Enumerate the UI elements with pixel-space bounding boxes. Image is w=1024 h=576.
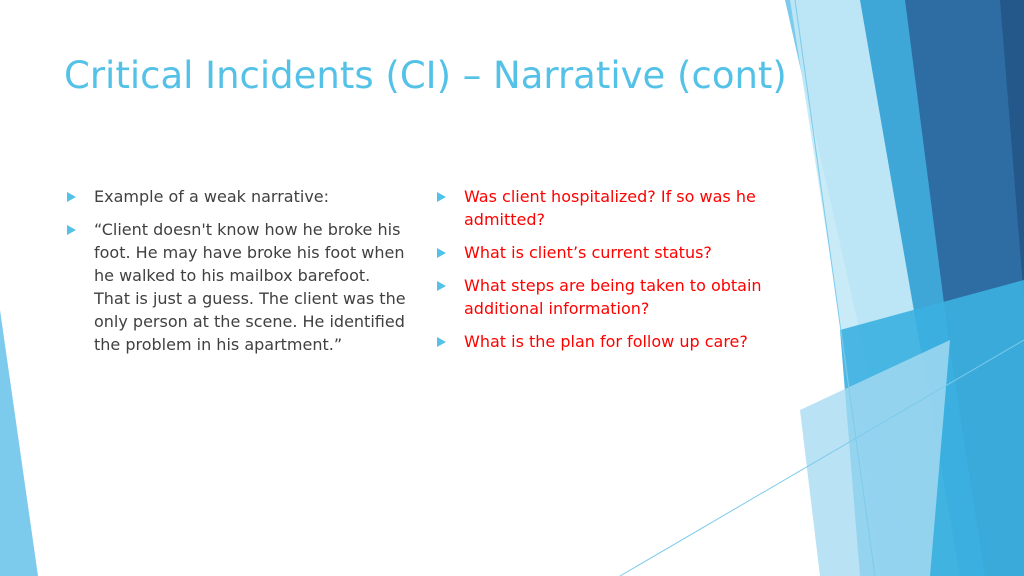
- right-bullet-text: What is client’s current status?: [464, 243, 712, 262]
- left-bullet-text: “Client doesn't know how he broke his foot. He may have broke his foot when he walked to his mailbox barefoot. That is just a guess. The client was the only person at the scene. He identified the problem in his apartment.”: [94, 220, 406, 354]
- right-bullet-item: [434, 330, 764, 353]
- right-bullet-list: [434, 185, 764, 363]
- right-bullet-item: [434, 274, 764, 320]
- right-bullet-text: Was client hospitalized? If so was he admitted?: [464, 187, 756, 229]
- right-bullet-item: [434, 241, 764, 264]
- triangle-bullet-icon: [67, 192, 76, 202]
- left-bullet-text: Example of a weak narrative:: [94, 187, 330, 206]
- right-bullet-text: What steps are being taken to obtain additional information?: [464, 276, 762, 318]
- triangle-bullet-icon: [437, 337, 446, 347]
- left-bullet-item: [64, 218, 409, 356]
- left-bullet-item: [64, 185, 409, 208]
- right-bullet-text: What is the plan for follow up care?: [464, 332, 748, 351]
- left-sliver: [0, 310, 38, 576]
- left-bullet-list: [64, 185, 409, 366]
- right-bullet-item: [434, 185, 764, 231]
- triangle-bullet-icon: [437, 192, 446, 202]
- triangle-bullet-icon: [67, 225, 76, 235]
- triangle-bullet-icon: [437, 281, 446, 291]
- triangle-bullet-icon: [437, 248, 446, 258]
- slide-title: Critical Incidents (CI) – Narrative (cont): [64, 54, 787, 97]
